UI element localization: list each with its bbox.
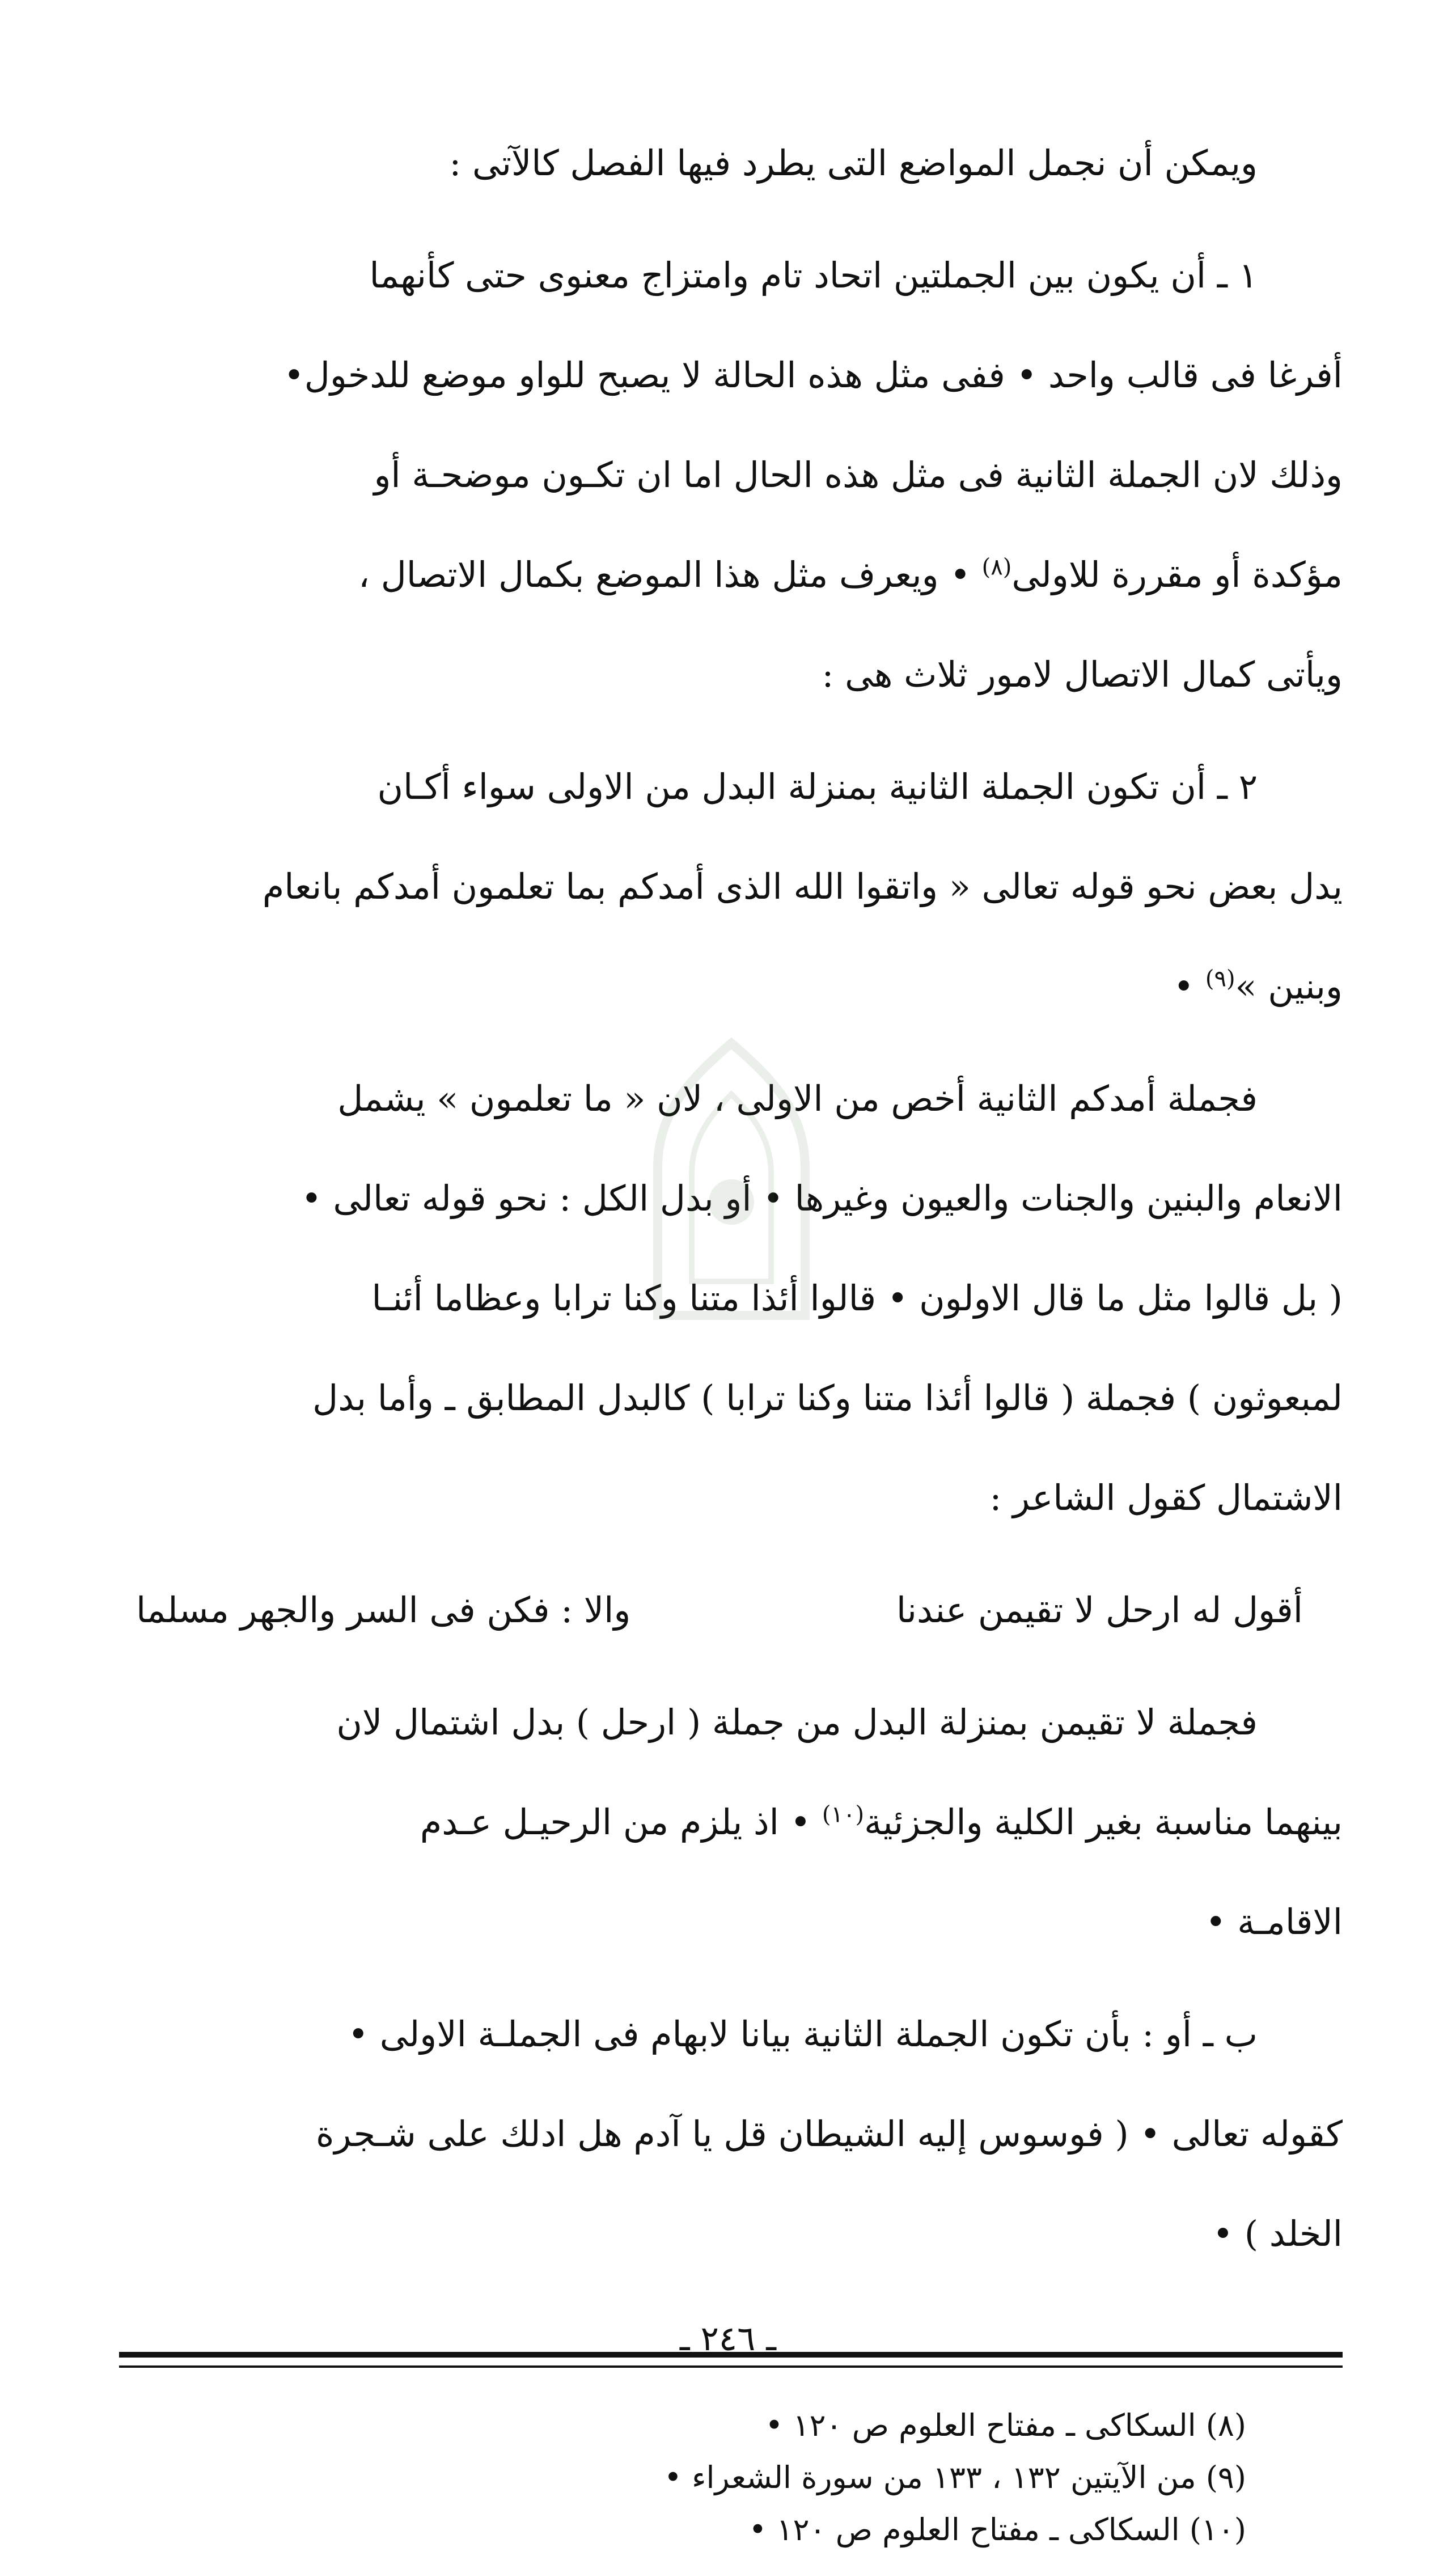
text-line: ب ـ أو : بأن تكون الجملة الثانية بيانا لابهام فى الجملـة الاولى • (348, 2013, 1258, 2055)
poetry-verse (119, 1560, 1343, 1660)
text-segment: بينهما مناسبة بغير الكلية والجزئية (864, 1801, 1343, 1843)
text-line: كقوله تعالى • ( فوسوس إليه الشيطان قل يا آدم هل ادلك على شـجرة (315, 2113, 1343, 2155)
page-number: ـ ٢٤٦ ـ (680, 2319, 776, 2359)
text-line: ١ ـ أن يكون بين الجملتين اتحاد تام وامتزاج معنوى حتى كأنهما (369, 255, 1258, 296)
footnote-separator-thin (119, 2365, 1343, 2368)
footnote-9: (٩) من الآيتين ١٣٢ ، ١٣٣ من سورة الشعراء • (664, 2460, 1246, 2495)
text-line (119, 1772, 1343, 1872)
text-line: ٢ ـ أن تكون الجملة الثانية بمنزلة البدل من الاولى سواء أكـان (377, 766, 1258, 807)
footnote-ref-8: (٨) (981, 554, 1012, 581)
footnotes (119, 2400, 1343, 2556)
intro-paragraph (119, 113, 1343, 213)
paragraph-point-1 (119, 226, 1343, 725)
footnote-10: (١٠) السكاكى ـ مفتاح العلوم ص ١٢٠ • (748, 2512, 1246, 2547)
text-line: الانعام والبنين والجنات والعيون وغيرها • أو بدل الكل : نحو قوله تعالى • (301, 1178, 1343, 1219)
paragraph-point-2 (119, 737, 1343, 1036)
text-line: أفرغا فى قالب واحد • ففى مثل هذه الحالة لا يصبح للواو موضع للدخول• (283, 354, 1343, 396)
text-segment: • ويعرف مثل هذا الموضع بكمال الاتصال ، (358, 554, 971, 595)
paragraph-point-b (119, 1984, 1343, 2284)
text-line: الخلد ) • (1212, 2213, 1343, 2254)
verse-second-hemistich: والا : فكن فى السر والجهر مسلما (136, 1589, 631, 1631)
text-segment: مؤكدة أو مقررة للاولى (1011, 554, 1343, 595)
text-line: ( بل قالوا مثل ما قال الاولون • قالوا أئذا متنا وكنا ترابا وعظاما أئنـا (371, 1277, 1343, 1319)
text-line: الاشتمال كقول الشاعر : (989, 1477, 1343, 1518)
text-line: الاقامـة • (1205, 1901, 1343, 1943)
footnote-8: (٨) السكاكى ـ مفتاح العلوم ص ١٢٠ • (765, 2407, 1246, 2443)
text-line: يدل بعض نحو قوله تعالى « واتقوا الله الذى أمدكم بما تعلمون أمدكم بانعام (262, 866, 1343, 907)
verse-first-hemistich: أقول له ارحل لا تقيمن عندنا (896, 1589, 1303, 1631)
text-line: فجملة لا تقيمن بمنزلة البدل من جملة ( ارحل ) بدل اشتمال لان (336, 1702, 1258, 1743)
text-line: فجملة أمدكم الثانية أخص من الاولى ، لان « ما تعلمون » يشمل (337, 1078, 1258, 1119)
footnote-ref-10: (١٠) (822, 1801, 865, 1828)
text-segment: وبنين » (1235, 966, 1343, 1007)
footnote-ref-9: (٩) (1205, 966, 1235, 992)
text-segment: • اذ يلزم من الرحيـل عـدم (420, 1801, 811, 1843)
text-line: ويأتى كمال الاتصال لامور ثلاث هى : (822, 654, 1343, 695)
text-line: لمبعوثون ) فجملة ( قالوا أئذا متنا وكنا ترابا ) كالبدل المطابق ـ وأما بدل (312, 1377, 1343, 1419)
paragraph-verse-analysis (119, 1673, 1343, 1972)
text-line (119, 525, 1343, 625)
text-segment: • (1173, 966, 1195, 1007)
text-line (119, 937, 1343, 1036)
text-line: ويمكن أن نجمل المواضع التى يطرد فيها الفصل كالآتى : (449, 142, 1258, 184)
library-watermark-icon (624, 1032, 839, 1327)
text-line: وذلك لان الجملة الثانية فى مثل هذه الحال اما ان تكـون موضحـة أو (374, 454, 1343, 496)
